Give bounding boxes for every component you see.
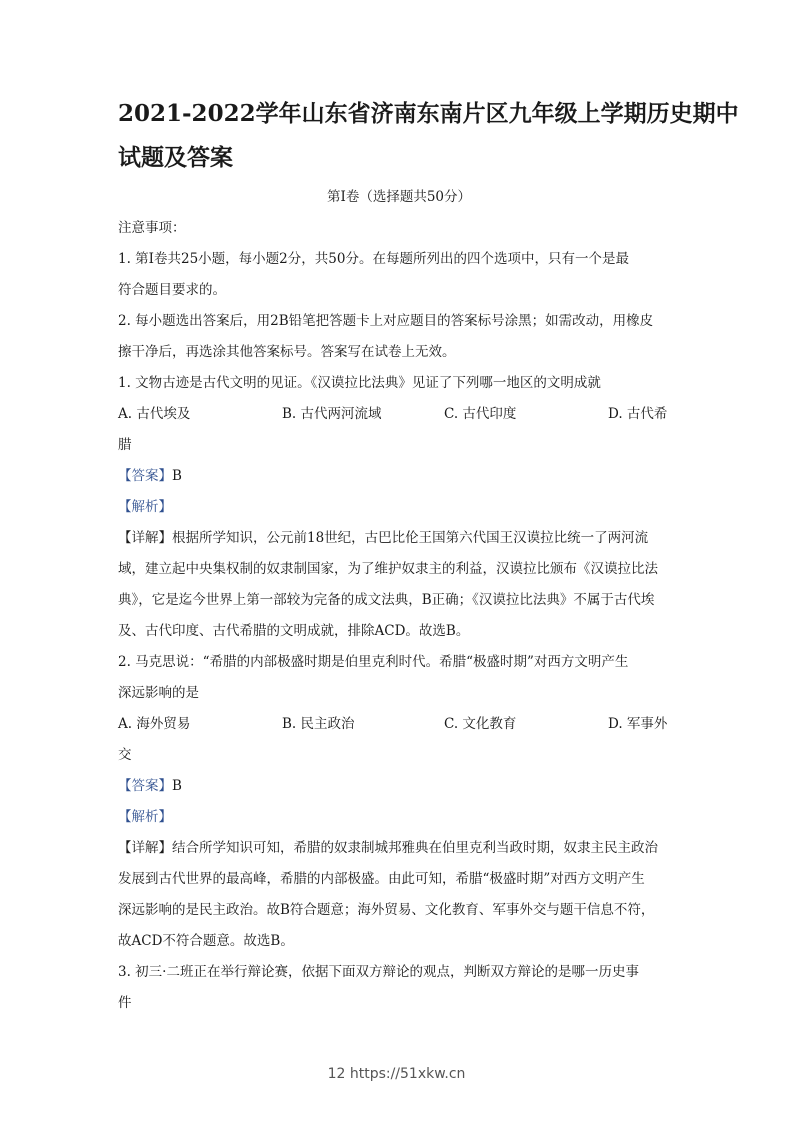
section-header: 第Ⅰ卷（选择题共50分） [326,189,471,205]
question-2-option-d-wrap: 交 [118,747,132,763]
question-2-stem-line-1: 2. 马克思说：“希腊的内部极盛时期是伯里克利时代。希腊“极盛时期”对西方文明产生 [118,654,629,670]
question-1-answer [118,465,680,487]
detail-tag: 【详解】 [118,840,172,856]
question-1-analysis-tag: 【解析】 [118,499,172,515]
note-item-1-line-2: 符合题目要求的。 [118,282,226,298]
question-1-option-b: B. 古代两河流域 [282,406,382,422]
question-2-option-b: B. 民主政治 [282,716,355,732]
question-2-option-c: C. 文化教育 [444,716,517,732]
document-title-line-2: 试题及答案 [118,144,233,171]
question-2-stem-line-2: 深远影响的是 [118,685,199,701]
detail-tag: 【详解】 [118,530,172,546]
answer-tag: 【答案】 [118,778,172,794]
question-2-detail-line-1 [118,837,680,859]
question-3-stem-line-1: 3. 初三·二班正在举行辩论赛，依据下面双方辩论的观点，判断双方辩论的是哪一历史事 [118,964,639,980]
notes-heading: 注意事项： [118,220,186,236]
question-1-detail-line-4: 及、古代印度、古代希腊的文明成就，排除ACD。故选B。 [118,623,470,639]
question-1-detail-line-1 [118,527,680,549]
page-footer: 12 https://51xkw.cn [327,1066,466,1082]
question-1-detail-line-2: 域，建立起中央集权制的奴隶制国家，为了维护奴隶主的利益，汉谟拉比颁布《汉谟拉比法 [118,561,658,577]
question-2-option-d: D. 军事外 [608,716,668,732]
question-2-answer [118,775,680,797]
answer-tag: 【答案】 [118,468,172,484]
question-2-option-a: A. 海外贸易 [118,716,191,732]
note-item-2-line-2: 擦干净后，再选涂其他答案标号。答案写在试卷上无效。 [118,344,456,360]
question-1-option-c: C. 古代印度 [444,406,517,422]
question-1-option-a: A. 古代埃及 [118,406,191,422]
question-2-detail-line-4: 故ACD不符合题意。故选B。 [118,933,294,949]
detail-text: 结合所学知识可知，希腊的奴隶制城邦雅典在伯里克利当政时期，奴隶主民主政治 [172,840,658,856]
document-title-line-1: 2021-2022学年山东省济南东南片区九年级上学期历史期中 [118,100,739,127]
answer-value: B [172,778,182,794]
note-item-2-line-1: 2. 每小题选出答案后，用2B铅笔把答题卡上对应题目的答案标号涂黑；如需改动，用橡皮 [118,313,654,329]
question-2-analysis-tag: 【解析】 [118,809,172,825]
question-2-detail-line-2: 发展到古代世界的最高峰，希腊的内部极盛。由此可知，希腊“极盛时期”对西方文明产生 [118,871,645,887]
question-3-stem-line-2: 件 [118,995,132,1011]
question-2-detail-line-3: 深远影响的是民主政治。故B符合题意；海外贸易、文化教育、军事外交与题干信息不符， [118,902,655,918]
question-1-detail-line-3: 典》，它是迄今世界上第一部较为完备的成文法典，B正确；《汉谟拉比法典》不属于古代埃 [118,592,655,608]
question-1-stem: 1. 文物古迹是古代文明的见证。《汉谟拉比法典》见证了下列哪一地区的文明成就 [118,375,601,391]
question-1-option-d: D. 古代希 [608,406,668,422]
detail-text: 根据所学知识，公元前18世纪，古巴比伦王国第六代国王汉谟拉比统一了两河流 [172,530,649,546]
note-item-1-line-1: 1. 第Ⅰ卷共25小题，每小题2分，共50分。在每题所列出的四个选项中，只有一个是最 [118,251,629,267]
question-1-option-d-wrap: 腊 [118,437,132,453]
answer-value: B [172,468,182,484]
